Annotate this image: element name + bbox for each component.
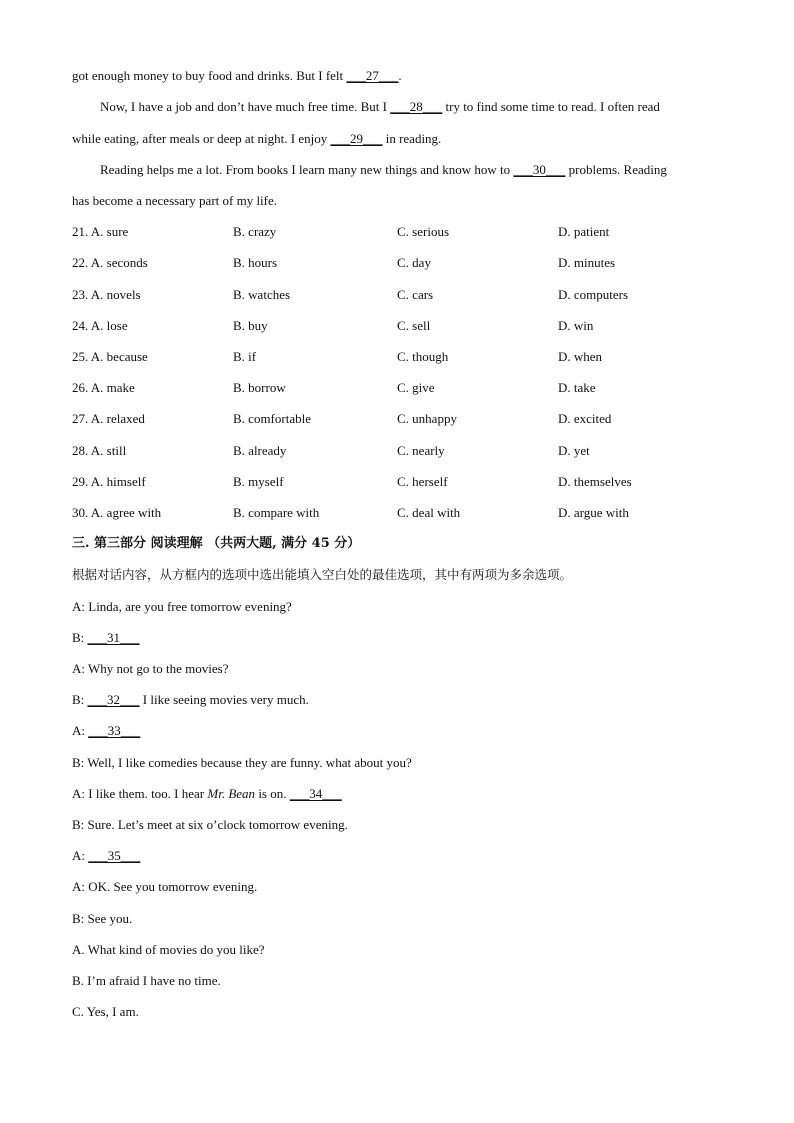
dialogue-line bbox=[72, 692, 309, 708]
speaker: A: bbox=[72, 848, 89, 863]
dialogue-text: I like seeing movies very much. bbox=[139, 692, 309, 707]
dialogue-line bbox=[72, 786, 342, 802]
passage-text: in reading. bbox=[382, 131, 442, 146]
option-d: D. take bbox=[558, 380, 596, 395]
option-b: B. watches bbox=[233, 287, 291, 302]
question-row bbox=[72, 443, 722, 459]
choice-c: C. Yes, I am. bbox=[72, 1004, 139, 1019]
passage-text: . bbox=[398, 68, 402, 83]
option-c: C. though bbox=[397, 349, 449, 364]
passage-line-4 bbox=[100, 162, 667, 178]
passage-line-3 bbox=[72, 131, 441, 147]
passage-text: Reading helps me a lot. From books I learn many new things and know how to bbox=[100, 162, 514, 177]
blank-35: ___35___ bbox=[88, 848, 141, 863]
speaker: B: bbox=[72, 630, 88, 645]
option-a: 25. A. because bbox=[72, 349, 148, 364]
passage-line-5: has become a necessary part of my life. bbox=[72, 193, 278, 208]
option-b: B. borrow bbox=[233, 380, 286, 395]
passage-line-1 bbox=[72, 68, 402, 84]
blank-27: ___27___ bbox=[346, 68, 399, 83]
option-a: 22. A. seconds bbox=[72, 255, 148, 270]
option-b: B. hours bbox=[233, 255, 278, 270]
option-d: D. yet bbox=[558, 443, 590, 458]
dialogue-line: B: Sure. Let’s meet at six o’clock tomorrow evening. bbox=[72, 817, 348, 832]
option-b: B. myself bbox=[233, 474, 284, 489]
question-row bbox=[72, 255, 722, 271]
blank-32: ___32___ bbox=[87, 692, 140, 707]
option-b: B. compare with bbox=[233, 505, 320, 520]
dialogue-line: B: Well, I like comedies because they are funny. what about you? bbox=[72, 755, 412, 770]
movie-title: Mr. Bean bbox=[207, 786, 256, 801]
option-a: 30. A. agree with bbox=[72, 505, 162, 520]
option-c: C. sell bbox=[397, 318, 431, 333]
option-d: D. themselves bbox=[558, 474, 632, 489]
option-c: C. deal with bbox=[397, 505, 461, 520]
dialogue-line bbox=[72, 630, 140, 646]
dialogue-line: A: Why not go to the movies? bbox=[72, 661, 229, 676]
dialogue-text: A: I like them. too. I hear bbox=[72, 786, 208, 801]
option-a: 27. A. relaxed bbox=[72, 411, 145, 426]
question-row bbox=[72, 224, 722, 240]
option-c: C. give bbox=[397, 380, 435, 395]
option-c: C. nearly bbox=[397, 443, 445, 458]
choice-b: B. I’m afraid I have no time. bbox=[72, 973, 221, 988]
blank-33: ___33___ bbox=[88, 723, 141, 738]
section-heading: 三. 第三部分 阅读理解 （共两大题, 满分 45 分） bbox=[72, 536, 361, 551]
passage-text: while eating, after meals or deep at night. I enjoy bbox=[72, 131, 331, 146]
dialogue-line: A: Linda, are you free tomorrow evening? bbox=[72, 599, 292, 614]
section-instruction: 根据对话内容，从方框内的选项中选出能填入空白处的最佳选项，其中有两项为多余选项。 bbox=[72, 567, 573, 582]
option-d: D. computers bbox=[558, 287, 629, 302]
option-a: 29. A. himself bbox=[72, 474, 146, 489]
option-a: 24. A. lose bbox=[72, 318, 128, 333]
passage-text: try to find some time to read. I often read bbox=[442, 99, 660, 114]
option-d: D. when bbox=[558, 349, 603, 364]
blank-34: ___34___ bbox=[289, 786, 342, 801]
option-d: D. minutes bbox=[558, 255, 616, 270]
passage-line-2 bbox=[100, 99, 660, 115]
speaker: A: bbox=[72, 723, 89, 738]
option-d: D. win bbox=[558, 318, 594, 333]
option-a: 28. A. still bbox=[72, 443, 127, 458]
blank-28: ___28___ bbox=[390, 99, 443, 114]
passage-text: problems. Reading bbox=[565, 162, 667, 177]
option-d: D. patient bbox=[558, 224, 610, 239]
option-d: D. excited bbox=[558, 411, 612, 426]
question-row bbox=[72, 474, 722, 490]
option-b: B. comfortable bbox=[233, 411, 311, 426]
option-c: C. serious bbox=[397, 224, 449, 239]
question-row bbox=[72, 349, 722, 365]
option-c: C. cars bbox=[397, 287, 434, 302]
option-d: D. argue with bbox=[558, 505, 629, 520]
option-c: C. herself bbox=[397, 474, 448, 489]
option-b: B. already bbox=[233, 443, 287, 458]
option-a: 23. A. novels bbox=[72, 287, 141, 302]
option-c: C. day bbox=[397, 255, 431, 270]
blank-31: ___31___ bbox=[87, 630, 140, 645]
question-row bbox=[72, 411, 722, 427]
question-row bbox=[72, 505, 722, 521]
option-a: 21. A. sure bbox=[72, 224, 129, 239]
passage-text: Now, I have a job and don’t have much free time. But I bbox=[100, 99, 391, 114]
question-row bbox=[72, 287, 722, 303]
question-row bbox=[72, 380, 722, 396]
question-row bbox=[72, 318, 722, 334]
option-b: B. if bbox=[233, 349, 257, 364]
choice-a: A. What kind of movies do you like? bbox=[72, 942, 265, 957]
dialogue-text: is on. bbox=[255, 786, 290, 801]
dialogue-line: B: See you. bbox=[72, 911, 133, 926]
dialogue-line bbox=[72, 723, 140, 739]
speaker: B: bbox=[72, 692, 88, 707]
dialogue-line bbox=[72, 848, 140, 864]
blank-29: ___29___ bbox=[330, 131, 383, 146]
option-b: B. crazy bbox=[233, 224, 277, 239]
option-b: B. buy bbox=[233, 318, 268, 333]
option-a: 26. A. make bbox=[72, 380, 135, 395]
dialogue-line: A: OK. See you tomorrow evening. bbox=[72, 879, 258, 894]
blank-30: ___30___ bbox=[513, 162, 566, 177]
passage-text: got enough money to buy food and drinks. But I felt bbox=[72, 68, 347, 83]
option-c: C. unhappy bbox=[397, 411, 457, 426]
